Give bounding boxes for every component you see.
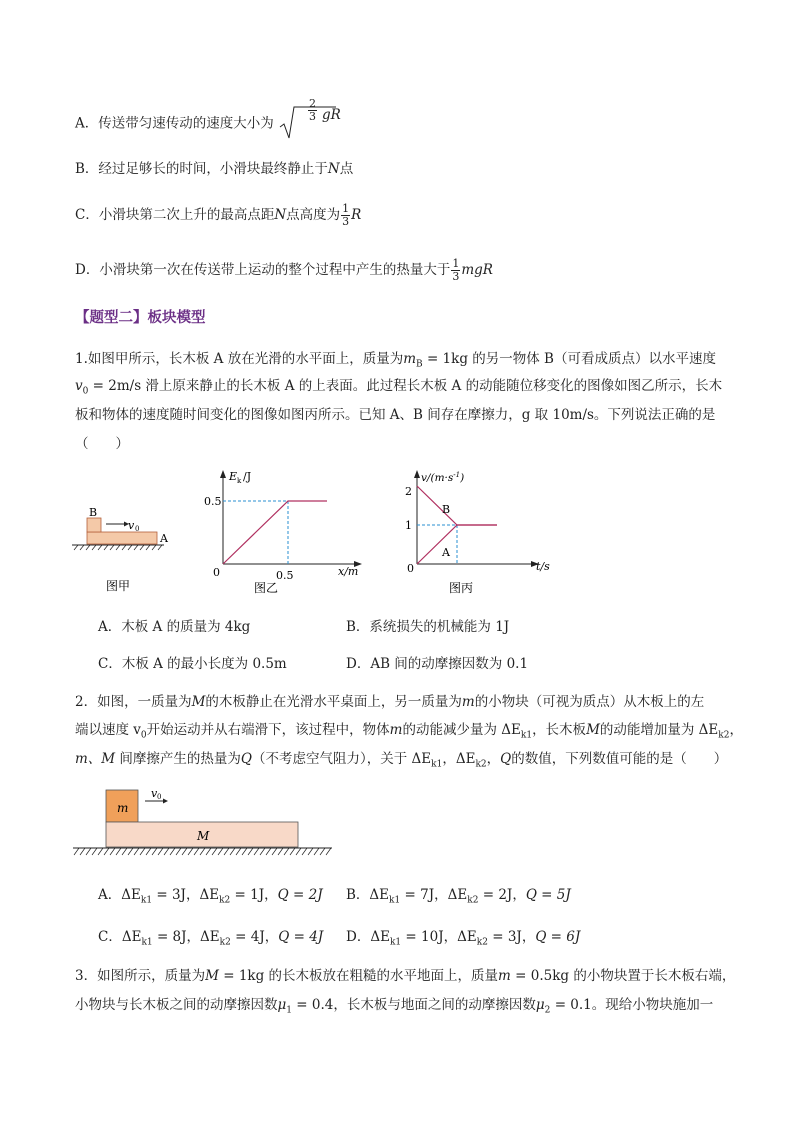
bing-origin: 0 [407,562,414,575]
hatch-stroke [212,848,217,855]
q1-line4: （ ） [75,436,129,452]
yi-ek-line [223,501,327,564]
hatch-stroke [164,848,169,855]
q2-option-c: C．$\Delta E_{k1} = 8J$，$\Delta E_{k2} = 4J$，Q = 4J [98,929,324,948]
board-a [87,532,157,544]
hatch-stroke [260,848,265,855]
q2-option-a: A．$\Delta E_{k1} = 3J$，$\Delta E_{k2} = 1J$，Q = 2J [98,887,323,906]
prev-option-a: A．传送带匀速传动的速度大小为 $\frac{2}{3}$ gR [75,105,338,143]
hatch-stroke [74,848,79,855]
figure-yi [198,468,368,598]
yi-ylabel-unit: /J [243,470,252,483]
q3-line1: 3．如图所示，质量为M = 1kg 的长木板放在粗糙的水平地面上，质量m = 0.5kg 的小物块置于长木板右端， [75,968,736,984]
hatch-stroke [194,848,199,855]
q1-option-b: B．系统损失的机械能为 1J [346,619,510,635]
yi-xtick: 0.5 [276,569,294,582]
bing-label-b: B [442,503,451,516]
q2-ground-hatch [74,848,331,855]
block-b [87,518,101,532]
hatch-stroke [140,848,145,855]
q1-line1: 1.如图甲所示，长木板 A 放在光滑的水平面上，质量为$m_B = 1kg$ 的另一物体 B（可看成质点）以水平速度 [75,351,716,370]
hatch-stroke [296,848,301,855]
yi-ytick: 0.5 [204,495,222,508]
hatch-stroke [170,848,175,855]
v0-label: v [128,519,135,532]
hatch-stroke [224,848,229,855]
hatch-stroke [158,848,163,855]
hatch-stroke [182,848,187,855]
q1-line2: $v_0 = 2m/s$ 滑上原来静止的长木板 A 的上表面。此过程长木板 A 的动能随位移变化的图像如图乙所示，长木 [75,378,723,397]
hatch-stroke [236,848,241,855]
q2-v0-sub: 0 [157,793,162,801]
prev-option-c: C．小滑块第二次上升的最高点距N点高度为 $\frac{1}{3}$ R [75,202,362,228]
hatch-stroke [86,848,91,855]
block-m-label: m [117,801,129,815]
yi-ylabel: E [229,470,238,483]
hatch-stroke [200,848,205,855]
hatch-stroke [104,848,109,855]
hatch-stroke [146,848,151,855]
hatch-stroke [278,848,283,855]
caption-bing: 图丙 [449,581,474,595]
bing-series-b [417,486,497,525]
bing-xlabel: t/s [536,560,550,573]
hatch-stroke [308,848,313,855]
hatch-stroke [290,848,295,855]
hatch-stroke [272,848,277,855]
hatch-stroke [314,848,319,855]
hatch-stroke [92,848,97,855]
bing-label-a: A [442,546,450,559]
q2-line2: 端以速度 $v_0$开始运动并从右端滑下，该过程中，物体m的动能减少量为 $\Delta E_{k1}$，长木板M的动能增加量为 $\Delta E_{k2}$， [75,722,743,741]
bing-ytick-1: 1 [405,519,412,532]
hatch-stroke [230,848,235,855]
hatch-stroke [248,848,253,855]
prev-option-d: D．小滑块第一次在传送带上运动的整个过程中产生的热量大于 $\frac{1}{3}$ mgR [75,257,493,283]
q2-line1: 2．如图，一质量为M的木板静止在光滑水平桌面上，另一质量为m的小物块（可视为质点）从木板上的左 [75,694,705,710]
hatch-stroke [188,848,193,855]
hatch-stroke [206,848,211,855]
q1-option-c: C．木板 A 的最小长度为 0.5m [98,656,287,672]
v0-sub: 0 [135,525,140,533]
hatch-stroke [254,848,259,855]
q3-line2: 小物块与长木板之间的动摩擦因数$\mu_1 = 0.4$，长木板与地面之间的动摩擦因数$\mu_2 = 0.1$。现给小物块施加一 [75,997,714,1016]
bing-ytick-2: 2 [405,485,412,498]
label-b: B [89,506,98,519]
hatch-stroke [284,848,289,855]
hatch-stroke [152,848,157,855]
hatch-stroke [122,848,127,855]
frac-2-3: $\frac{2}{3}$ [309,97,316,123]
q2-v0-label: v [151,787,158,800]
figure-bing [395,468,565,598]
section-title: 【题型二】板块模型 [75,309,206,326]
board-M-label: M [197,829,210,843]
hatch-stroke [176,848,181,855]
yi-ylabel-sub: k [237,477,242,485]
label-a: A [160,532,168,545]
hatch-stroke [116,848,121,855]
hatch-stroke [128,848,133,855]
caption-jia: 图甲 [106,579,131,593]
hatch-stroke [242,848,247,855]
hatch-stroke [266,848,271,855]
hatch-stroke [326,848,331,855]
q1-option-a: A．木板 A 的质量为 4kg [98,619,251,635]
q2-option-b: B．$\Delta E_{k1} = 7J$，$\Delta E_{k2} = 2J$，Q = 5J [346,887,571,906]
prev-option-b: B．经过足够长的时间，小滑块最终静止于N点 [75,161,354,177]
q2-line3: m、M 间摩擦产生的热量为Q（不考虑空气阻力），关于 $\Delta E_{k1}$，$\Delta E_{k2}$，Q的数值，下列数值可能的是（ ） [75,751,728,770]
hatch-stroke [80,848,85,855]
q1-option-d: D．AB 间的动摩擦因数为 0.1 [346,656,529,672]
hatch-stroke [134,848,139,855]
hatch-stroke [320,848,325,855]
figure-jia [70,498,180,598]
q2-option-d: D．$\Delta E_{k1} = 10J$，$\Delta E_{k2} = 3J$，Q = 6J [346,929,581,948]
hatch-stroke [98,848,103,855]
q1-line3: 板和物体的速度随时间变化的图像如图丙所示。已知 A、B 间存在摩擦力，g 取 10m/s。下列说法正确的是 [75,407,716,423]
hatch-stroke [302,848,307,855]
yi-xlabel: x/m [338,565,359,578]
bing-ylabel: $v/(m\cdot s^{-1})$ [421,471,465,484]
yi-origin: 0 [213,566,220,579]
hatch-stroke [218,848,223,855]
caption-yi: 图乙 [254,581,279,595]
hatch-stroke [110,848,115,855]
figure-q2 [70,782,340,862]
